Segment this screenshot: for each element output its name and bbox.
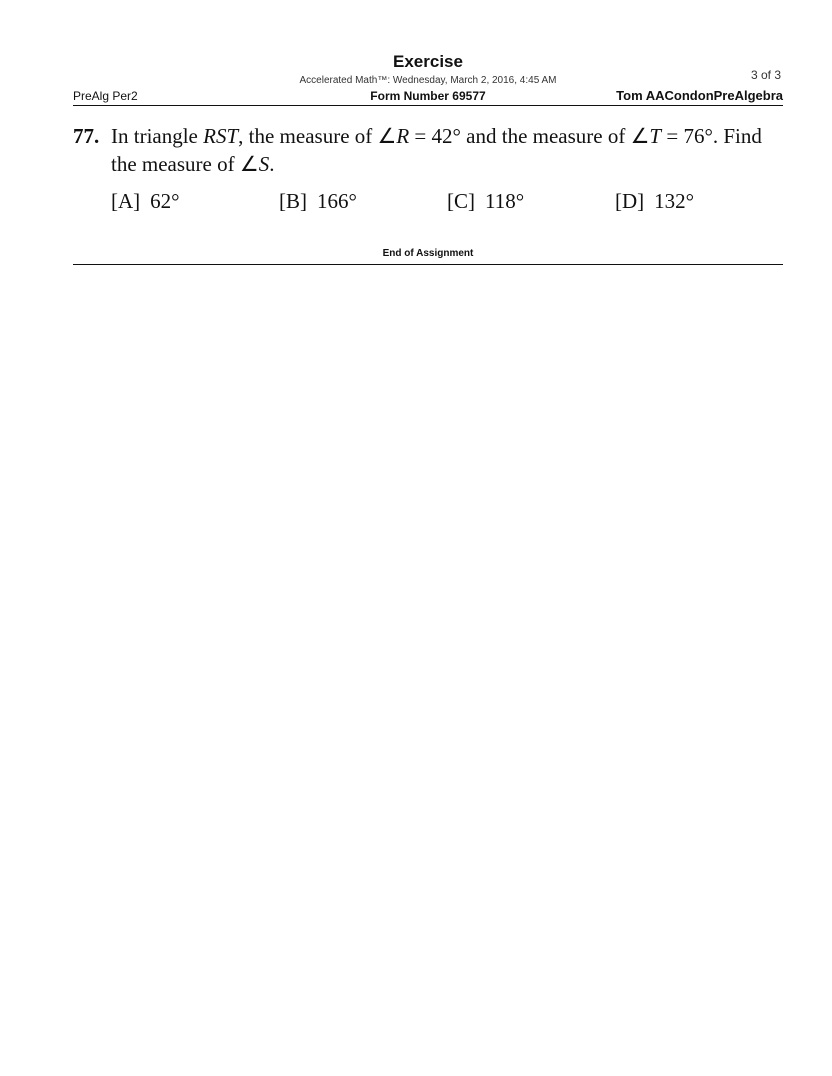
- question-part: = 42° and the measure of ∠: [409, 124, 650, 148]
- answer-choices: [111, 187, 783, 215]
- angle-r: R: [396, 124, 410, 148]
- header-divider: [73, 105, 783, 106]
- footer-divider: [73, 264, 783, 265]
- question-part: , the measure of ∠: [238, 124, 397, 148]
- student-name: Tom AACondonPreAlgebra: [616, 88, 783, 103]
- choice-letter: [C]: [447, 189, 475, 213]
- choice-d[interactable]: [615, 187, 694, 215]
- problem-number: 77.: [73, 124, 100, 148]
- choice-letter: [D]: [615, 189, 645, 213]
- choice-value: 132°: [654, 189, 695, 213]
- worksheet-title: Exercise: [393, 52, 463, 71]
- choice-letter: [B]: [279, 189, 307, 213]
- choice-value: 166°: [317, 189, 357, 213]
- page-header: [73, 52, 783, 106]
- class-name: PreAlg Per2: [73, 89, 138, 103]
- angle-t: T: [649, 124, 662, 148]
- angle-s: S: [258, 152, 270, 176]
- choice-letter: [A]: [111, 189, 141, 213]
- choice-b[interactable]: [279, 187, 357, 215]
- choice-value: 62°: [150, 189, 180, 213]
- worksheet-subtitle: Accelerated Math™: Wednesday, March 2, 2016, 4:45 AM: [299, 75, 557, 86]
- triangle-name: RST: [203, 124, 239, 148]
- choice-value: 118°: [485, 189, 525, 213]
- choice-c[interactable]: [447, 187, 524, 215]
- question-text: [111, 122, 783, 178]
- choice-a[interactable]: [111, 187, 180, 215]
- end-of-assignment: End of Assignment: [382, 248, 474, 259]
- form-number: Form Number 69577: [370, 89, 486, 103]
- question-part: = 76°. Find the measure of ∠: [111, 124, 762, 176]
- question-part: In triangle: [111, 124, 204, 148]
- question-part: .: [269, 152, 275, 176]
- page-number: 3 of 3: [750, 68, 781, 82]
